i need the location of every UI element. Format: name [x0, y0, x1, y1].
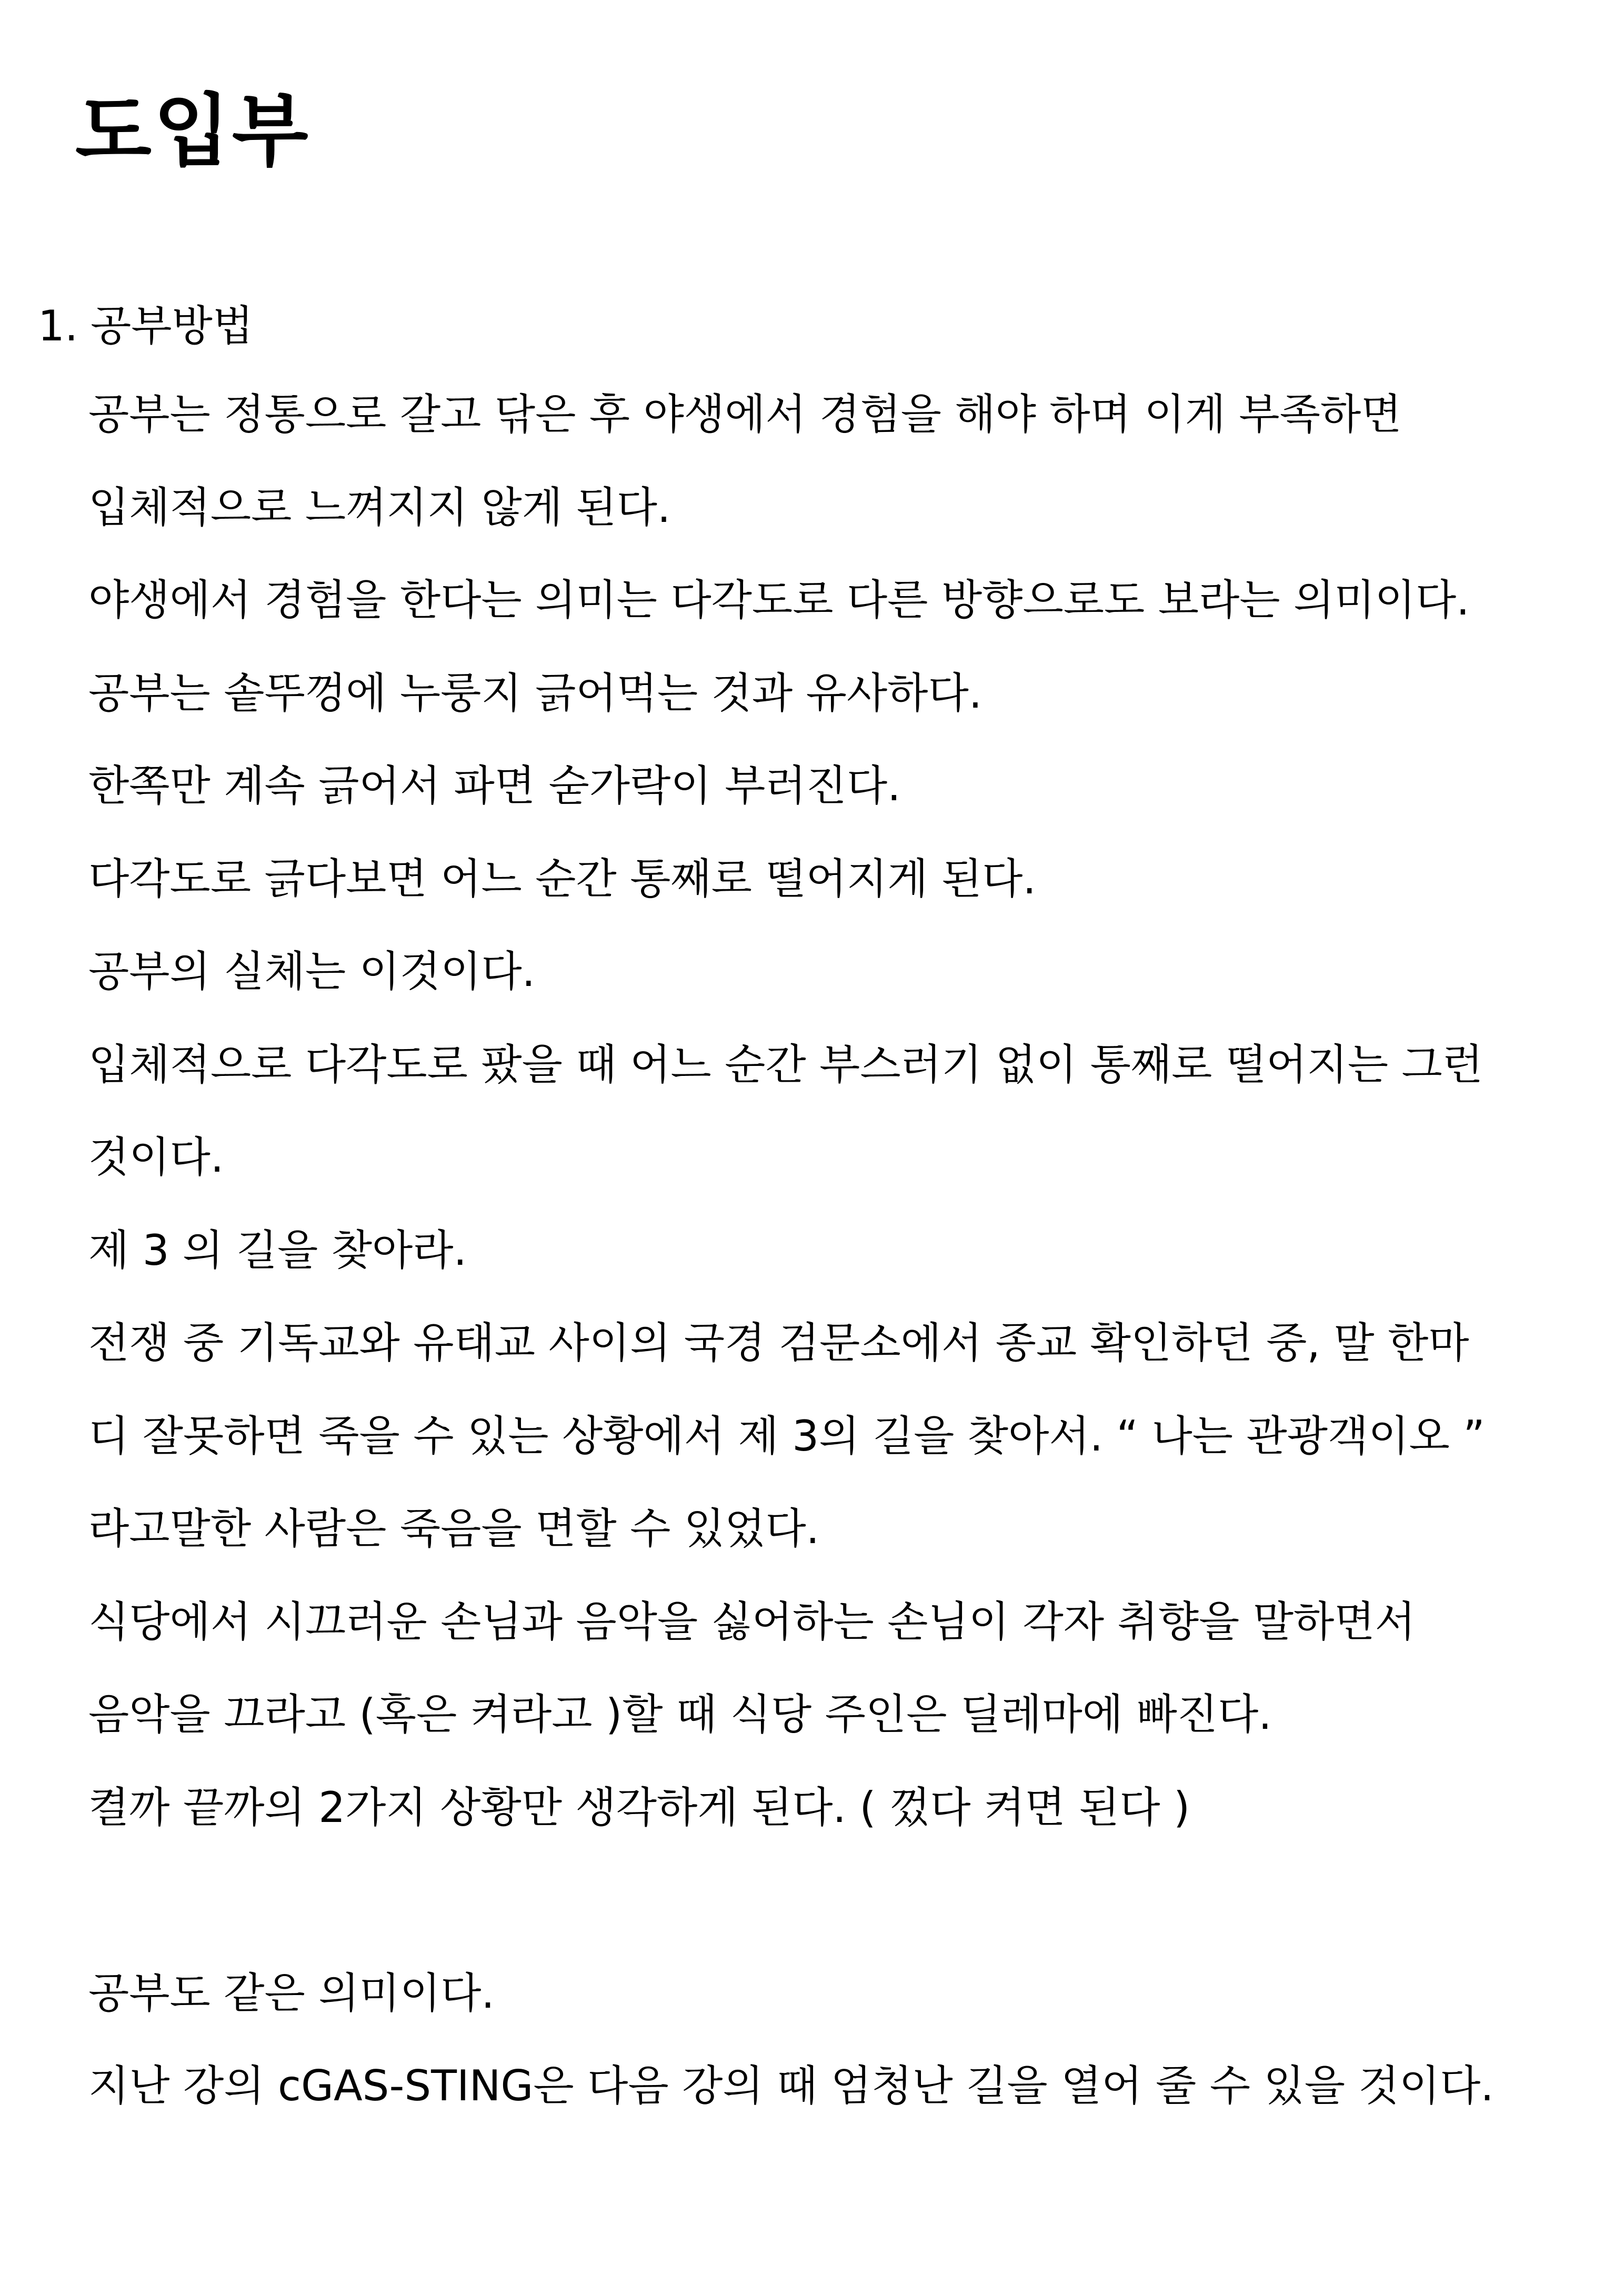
body-text	[88, 383, 1604, 2148]
paragraph-line: 켤까 끝까의 2가지 상황만 생각하게 된다. ( 껐다 켜면 된다 )	[88, 1783, 1190, 1832]
section-title: 공부방법	[91, 301, 254, 350]
paragraph-line: 공부도 같은 의미이다.	[88, 1968, 495, 2018]
paragraph-line: 입체적으로 느껴지지 않게 된다.	[88, 482, 671, 532]
paragraph-line: 것이다.	[88, 1133, 224, 1182]
paragraph-line: 공부는 정통으로 갈고 닦은 후 야생에서 경험을 해야 하며 이게 부족하면	[88, 390, 1402, 439]
paragraph-line: 제 3 의 길을 찾아라.	[88, 1225, 467, 1275]
paragraph-line: 입체적으로 다각도로 팠을 때 어느 순간 부스러기 없이 통째로 떨어지는 그런	[88, 1040, 1483, 1089]
paragraph-line: 한쪽만 계속 긁어서 파면 숟가락이 부러진다.	[88, 761, 901, 810]
paragraph-line: 전쟁 중 기독교와 유태교 사이의 국경 검문소에서 종교 확인하던 중, 말 한마	[88, 1318, 1469, 1367]
section-heading	[38, 295, 253, 358]
paragraph-line: 음악을 끄라고 (혹은 켜라고 )할 때 식당 주인은 딜레마에 빠진다.	[88, 1690, 1272, 1739]
paragraph-line: 디 잘못하면 죽을 수 있는 상황에서 제 3의 길을 찾아서. “ 나는 관광객이오 ”	[88, 1411, 1485, 1461]
section-number: 1.	[38, 301, 78, 350]
paragraph-line: 라고말한 사람은 죽음을 면할 수 있었다.	[88, 1504, 820, 1553]
paragraph-line: 지난 강의 cGAS-STING은 다음 강의 때 엄청난 길을 열어 줄 수 있을 것이다.	[88, 2061, 1494, 2110]
paragraph-line: 식당에서 시끄러운 손님과 음악을 싫어하는 손님이 각자 취향을 말하면서	[88, 1597, 1416, 1646]
paragraph-line: 다각도로 긁다보면 어느 순간 통째로 떨어지게 된다.	[88, 854, 1036, 903]
paragraph-line: 공부의 실체는 이것이다.	[88, 947, 536, 996]
paragraph-line: 공부는 솥뚜껑에 누룽지 긁어먹는 것과 유사하다.	[88, 668, 983, 718]
page-title: 도입부	[75, 86, 310, 177]
paragraph-line: 야생에서 경험을 한다는 의미는 다각도로 다른 방향으로도 보라는 의미이다.	[88, 576, 1470, 625]
blank-line	[88, 1869, 1604, 1962]
